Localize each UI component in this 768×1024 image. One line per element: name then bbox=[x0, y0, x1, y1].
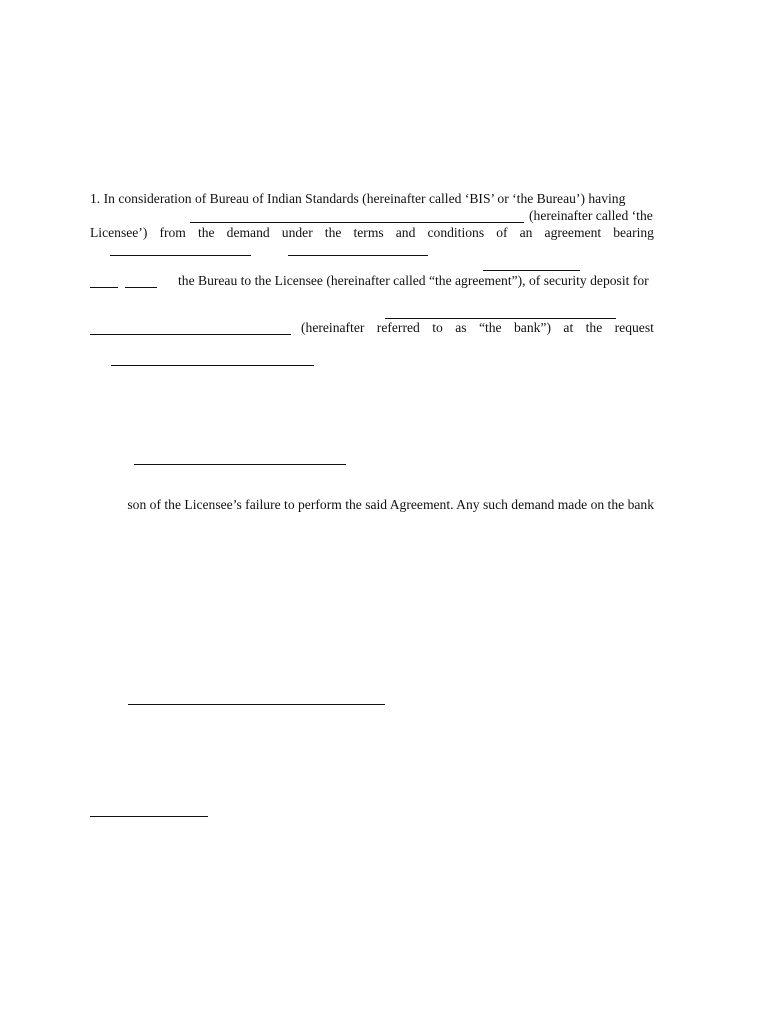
paragraph-line-2-tail: (hereinafter called ‘the bbox=[529, 208, 653, 223]
blank-agreement-date bbox=[288, 255, 428, 256]
blank-amount bbox=[134, 464, 346, 465]
line-6-word: as bbox=[455, 320, 467, 335]
line-3-word: agreement bbox=[544, 225, 602, 240]
paragraph-line-6 bbox=[301, 320, 654, 336]
blank-request-party bbox=[111, 365, 314, 366]
paragraph-line-5: the Bureau to the Licensee (hereinafter called “the agreement”), of security deposit for bbox=[178, 273, 649, 288]
line-3-word: bearing bbox=[613, 225, 654, 240]
line-3-word: demand bbox=[226, 225, 270, 240]
blank-lower-2 bbox=[90, 816, 208, 817]
line-6-word: at bbox=[563, 320, 574, 335]
blank-bank-name bbox=[90, 334, 291, 335]
blank-licensee-name bbox=[190, 222, 524, 223]
paragraph-line-1: 1. In consideration of Bureau of Indian Standards (hereinafter called ‘BIS’ or ‘the Bureau’) having bbox=[90, 191, 626, 206]
line-6-word: the bbox=[585, 320, 603, 335]
line-3-word: an bbox=[519, 225, 533, 240]
line-6-word: referred bbox=[376, 320, 420, 335]
blank-short-1 bbox=[90, 287, 118, 288]
paragraph-line-3 bbox=[90, 225, 654, 241]
line-6-word: request bbox=[614, 320, 654, 335]
line-3-word: the bbox=[197, 225, 215, 240]
line-6-word: to bbox=[432, 320, 443, 335]
blank-lower-1 bbox=[128, 704, 385, 705]
line-3-word: of bbox=[496, 225, 508, 240]
line-3-word: the bbox=[324, 225, 342, 240]
line-3-word: under bbox=[281, 225, 313, 240]
line-6-word: “the bbox=[478, 320, 502, 335]
blank-bank-name-upper bbox=[385, 318, 616, 319]
line-3-word: conditions bbox=[427, 225, 485, 240]
paragraph-line-9: son of the Licensee’s failure to perform the said Agreement. Any such demand made on the bank bbox=[127, 497, 654, 512]
blank-short-2 bbox=[125, 287, 157, 288]
line-6-word: bank”) bbox=[514, 320, 551, 335]
blank-amount-upper bbox=[483, 270, 580, 271]
line-3-word: terms bbox=[353, 225, 384, 240]
blank-agreement-no bbox=[110, 255, 251, 256]
line-3-word: from bbox=[159, 225, 186, 240]
line-3-word: Licensee’) bbox=[90, 225, 148, 240]
line-6-word: (hereinafter bbox=[301, 320, 365, 335]
line-3-word: and bbox=[395, 225, 416, 240]
